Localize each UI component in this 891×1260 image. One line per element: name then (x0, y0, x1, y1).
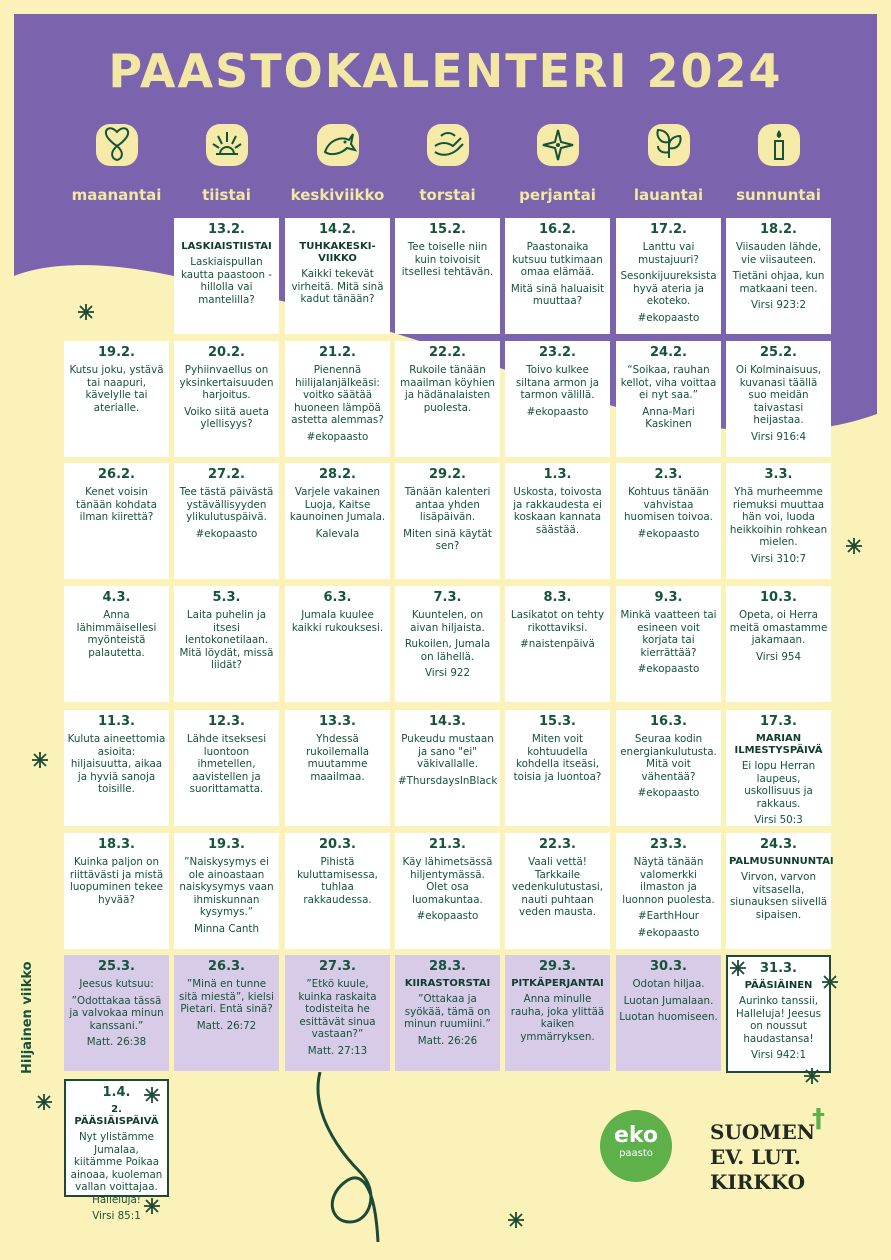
day-cell (505, 586, 610, 702)
day-cell (285, 710, 390, 826)
day-cell (395, 833, 500, 949)
day-text: Tee tästä päivästä ystävällisyyden ylikulutuspäivä. (179, 486, 274, 523)
day-text: Yhä murheemme riemuksi muuttaa hän voi, luoda heikkoihin rohkean mielen. (729, 486, 828, 548)
day-date: 1.4. (102, 1085, 131, 1100)
day-text: Virsi 942:1 (750, 1049, 807, 1061)
day-date: 6.3. (323, 590, 352, 605)
day-text: Seuraa kodin energiankulutusta. Mitä voit vähentää? (620, 733, 717, 783)
church-line-3: KIRKKO (710, 1170, 806, 1194)
day-cell (285, 833, 390, 949)
day-cell (64, 463, 169, 579)
day-text: #ekopaasto (416, 910, 479, 922)
day-holiday-title: TUHKAKESKI-VIIKKO (299, 241, 376, 264)
day-date: 28.3. (428, 959, 466, 974)
day-text: Jumala kuulee kaikki rukouksesi. (291, 609, 384, 634)
candle-icon (758, 124, 800, 166)
day-text: Aurinko tanssii, Halleluja! Jeesus on noussut haudastansa! (735, 995, 822, 1045)
day-cell (726, 218, 831, 334)
day-date: 19.3. (207, 837, 245, 852)
holy-week-label: Hiljainen viikko (20, 961, 35, 1074)
star-icon (508, 1212, 524, 1228)
day-holiday-title: 2. PÄÄSIÄISPÄIVÄ (74, 1104, 159, 1127)
day-cell (505, 218, 610, 334)
fish-icon (317, 124, 359, 166)
day-cell (64, 586, 169, 702)
day-text: ”Naiskysymys ei ole ainoastaan naiskysymys vaan ihmiskunnan kysymys.” (179, 856, 274, 918)
day-text: Luotan huomiseen. (619, 1011, 718, 1023)
day-text: Matt. 26:26 (417, 1034, 478, 1047)
day-text: #EarthHour (637, 910, 700, 922)
day-text: Virsi 85:1 (92, 1210, 141, 1222)
day-text: Nyt ylistämme Jumalaa, kiitämme Poikaa ainoaa, kuoleman vallan voittajaa. Halleluja! (70, 1131, 163, 1206)
day-text: Virsi 954 (755, 650, 802, 663)
day-text: Pienennä hiilijalanjälkeäsi: voitko säätää huoneen lämpöä astetta alemmas? (291, 364, 384, 426)
day-date: 22.3. (538, 837, 576, 852)
day-text: Opeta, oi Herra meitä omastamme jakamaan. (729, 609, 828, 646)
day-cell (726, 341, 831, 457)
day-text: Laskiaispullan kautta paastoon - hillolla vai mantelilla? (181, 256, 272, 306)
day-text: #ekopaasto (637, 663, 700, 675)
church-logo-text (710, 1120, 815, 1195)
day-text: Virsi 923:2 (750, 299, 807, 311)
day-holiday-title: PITKÄPERJANTAI (511, 978, 604, 989)
day-text: Matt. 27:13 (307, 1044, 368, 1057)
day-text: Ei lopu Herran laupeus, uskollisuus ja rakkaus. (741, 760, 816, 810)
day-cell (505, 833, 610, 949)
day-date: 20.2. (207, 345, 245, 360)
day-text: Tietäni ohjaa, kun matkaani teen. (732, 270, 825, 295)
day-cell (505, 341, 610, 457)
day-cell (285, 955, 390, 1071)
day-date: 9.3. (654, 590, 683, 605)
helping-hands-icon (427, 124, 469, 166)
day-text: #ekopaasto (637, 787, 700, 799)
calendar-poster (14, 14, 877, 1246)
day-cell (616, 463, 721, 579)
day-date: 13.2. (207, 222, 245, 237)
logo-eko-text: eko (613, 1123, 659, 1148)
day-cell (616, 586, 721, 702)
eko-paasto-logo (600, 1110, 672, 1182)
star-icon (78, 304, 94, 320)
day-text: Virsi 310:7 (750, 552, 807, 565)
day-text: Luotan Jumalaan. (623, 994, 714, 1007)
day-date: 28.2. (318, 467, 356, 482)
day-date: 3.3. (764, 467, 793, 482)
day-text: Minkä vaatteen tai esineen voit korjata tai kierrättää? (620, 609, 717, 659)
day-text: Kuinka paljon on riittävästi ja mistä luopuminen tekee hyvää? (69, 856, 164, 906)
cross-icon: † (812, 1104, 825, 1134)
day-date: 24.2. (649, 345, 687, 360)
day-cell (64, 955, 169, 1071)
day-text: Kuuntelen, on aivan hiljaista. (410, 609, 485, 634)
day-holiday-title: MARIAN ILMESTYSPÄIVÄ (734, 733, 823, 756)
day-text: #ekopaasto (637, 527, 700, 540)
day-date: 16.3. (649, 714, 687, 729)
day-cell (726, 586, 831, 702)
day-date: 19.2. (97, 345, 135, 360)
day-cell (285, 463, 390, 579)
day-text: #ekopaasto (526, 405, 589, 418)
star-icon (730, 960, 746, 976)
star-icon (846, 538, 862, 554)
day-text: Voiko siitä aueta ylellisyys? (184, 405, 269, 430)
day-text: Yhdessä rukoilemalla muutamme maailmaa. (305, 733, 370, 783)
day-text: ”Ottakaa ja syökää, tämä on minun ruumiini.” (404, 993, 491, 1030)
day-date: 18.2. (759, 222, 797, 237)
day-date: 14.2. (318, 222, 356, 237)
day-text: Kutsu joku, ystävä tai naapuri, kävelylle tai aterialle. (69, 364, 164, 414)
day-text: #ekopaasto (195, 527, 258, 540)
day-text: #naistenpäivä (520, 638, 595, 650)
day-text: Lasikatot on tehty rikottaviksi. (510, 609, 605, 634)
day-cell (174, 833, 279, 949)
infinity-heart-icon (96, 124, 138, 166)
day-date: 13.3. (318, 714, 356, 729)
sunrise-icon (206, 124, 248, 166)
day-date: 22.2. (428, 345, 466, 360)
day-date: 29.2. (428, 467, 466, 482)
day-date: 17.2. (649, 222, 687, 237)
day-date: 26.2. (97, 467, 135, 482)
star-icon (822, 974, 838, 990)
day-date: 23.3. (649, 837, 687, 852)
day-text: Käy lähimetsässä hiljentymässä. Olet osa luomakuntaa. (402, 856, 493, 906)
day-cell (505, 463, 610, 579)
day-cell (174, 955, 279, 1071)
day-cell (285, 341, 390, 457)
star-icon (36, 1094, 52, 1110)
day-cell (395, 710, 500, 826)
day-text: Tee toiselle niin kuin toivoisit itsellesi tehtävän. (401, 241, 494, 278)
day-text: Oi Kolminaisuus, kuvanasi täällä suo meidän taivastasi heijastaa. (735, 364, 822, 426)
day-cell (174, 218, 279, 334)
day-cell (64, 833, 169, 949)
day-date: 7.3. (433, 590, 462, 605)
day-cell (395, 586, 500, 702)
day-cell (616, 833, 721, 949)
day-cell (505, 710, 610, 826)
day-cell (64, 710, 169, 826)
day-text: Pukeudu mustaan ja sano "ei" väkivallalle. (401, 733, 494, 770)
day-cell (285, 586, 390, 702)
day-text: Miten sinä käytät sen? (403, 527, 492, 552)
day-date: 26.3. (207, 959, 245, 974)
church-line-2: EV. LUT. (710, 1145, 801, 1169)
day-text: Varjele vakainen Luoja, Kaitse kaunoinen Jumala. (289, 486, 386, 523)
day-text: Kalevala (315, 527, 360, 540)
day-text: Anna lähimmäisellesi myönteistä palautetta. (76, 609, 157, 659)
decorative-swirl (300, 1072, 390, 1242)
day-date: 15.3. (538, 714, 576, 729)
day-text: Paastonaika kutsuu tutkimaan omaa elämää. (512, 241, 603, 278)
day-cell (64, 341, 169, 457)
day-text: ”Minä en tunne sitä miestä”, kielsi Pietari. Entä sinä? (179, 978, 274, 1015)
day-cell (726, 833, 834, 949)
day-date: 25.3. (97, 959, 135, 974)
day-date: 15.2. (428, 222, 466, 237)
logo-paasto-text: paasto (619, 1148, 653, 1159)
day-cell (726, 463, 831, 579)
day-date: 10.3. (759, 590, 797, 605)
day-date: 12.3. (207, 714, 245, 729)
day-cell (616, 341, 721, 457)
day-date: 1.3. (543, 467, 572, 482)
day-text: Rukoilen, Jumala on lähellä. (404, 638, 491, 663)
day-date: 29.3. (538, 959, 576, 974)
day-cell (616, 218, 721, 334)
day-cell (174, 341, 279, 457)
day-text: Vaali vettä! Tarkkaile vedenkulutustasi, nauti puhtaan veden mausta. (511, 856, 604, 918)
day-text: Mitä sinä haluaisit muuttaa? (510, 282, 605, 307)
day-text: Kenet voisin tänään kohdata ilman kiirettä? (76, 486, 157, 523)
day-text: Viisauden lähde, vie viisauteen. (735, 241, 822, 266)
day-text: Uskosta, toivosta ja rakkaudesta ei koskaan kannata säästää. (513, 486, 602, 536)
day-cell (395, 955, 500, 1071)
day-cell (174, 710, 279, 826)
day-text: Lanttu vai mustajuuri? (638, 241, 699, 266)
compass-star-icon (537, 124, 579, 166)
weekday-label-tiistai: tiistai (202, 186, 251, 204)
day-text: Kaikki tekevät virheitä. Mitä sinä kadut tänään? (291, 268, 384, 305)
day-cell (616, 710, 721, 826)
day-cell (726, 710, 831, 826)
day-text: ”Etkö kuule, kuinka raskaita todisteita he esittävät sinua vastaan?” (298, 978, 377, 1040)
page-title: PAASTOKALENTERI 2024 (108, 44, 783, 98)
day-text: “Soikaa, rauhan kellot, viha voittaa ei nyt saa.” (620, 364, 717, 401)
star-icon (144, 1198, 160, 1214)
day-text: Matt. 26:72 (196, 1019, 257, 1032)
day-date: 11.3. (97, 714, 135, 729)
day-date: 25.2. (759, 345, 797, 360)
weekday-label-sunnuntai: sunnuntai (736, 186, 821, 204)
day-text: ”Odottakaa tässä ja valvokaa minun kanssani.” (69, 994, 164, 1032)
day-cell (174, 586, 279, 702)
day-text: Tänään kalenteri antaa yhden lisäpäivän. (404, 486, 491, 523)
weekday-label-perjantai: perjantai (519, 186, 596, 204)
day-text: Minna Canth (194, 922, 259, 935)
day-text: #ekopaasto (637, 311, 700, 324)
day-text: Virsi 50:3 (754, 814, 803, 826)
day-date: 23.2. (538, 345, 576, 360)
day-text: Lähde itseksesi luontoon ihmetellen, aavistellen ja suorittamatta. (186, 733, 267, 795)
day-text: Anna-Mari Kaskinen (642, 405, 695, 430)
day-text: Miten voit kohtuudella kohdella itseäsi, toisia ja luontoa? (513, 733, 602, 783)
day-date: 21.3. (428, 837, 466, 852)
day-text: Laita puhelin ja itsesi lentokonetilaan. Mitä löydät, missä liidät? (179, 609, 274, 671)
day-holiday-title: PÄÄSIÄINEN (744, 980, 813, 991)
day-text: Toivo kulkee siltana armon ja tarmon välillä. (515, 364, 600, 401)
day-text: Sesonkijuureksista hyvä ateria ja ekoteko. (620, 270, 717, 307)
day-text: Pihistä kuluttamisessa, tuhlaa rakkaudessa. (297, 856, 378, 906)
day-text: Rukoile tänään maailman köyhien ja hädänalaisten puolesta. (400, 364, 495, 414)
day-text: Kohtuus tänään vahvistaa huomisen toivoa. (624, 486, 713, 523)
day-cell (285, 218, 390, 334)
day-cell (174, 463, 279, 579)
day-date: 8.3. (543, 590, 572, 605)
weekday-label-torstai: torstai (419, 186, 476, 204)
day-date: 2.3. (654, 467, 683, 482)
day-date: 30.3. (649, 959, 687, 974)
day-cell (395, 341, 500, 457)
star-icon (144, 1087, 160, 1103)
day-cell (505, 955, 610, 1071)
day-cell (395, 218, 500, 334)
day-date: 27.3. (318, 959, 356, 974)
day-text: #ThursdaysInBlack (398, 774, 498, 787)
day-cell (616, 955, 721, 1071)
weekday-label-maanantai: maanantai (71, 186, 162, 204)
day-text: Virsi 922 (424, 667, 471, 679)
day-holiday-title: KIIRASTORSTAI (404, 978, 491, 989)
day-text: Pyhiinvaellus on yksinkertaisuuden harjoitus. (179, 364, 274, 401)
day-date: 16.2. (538, 222, 576, 237)
day-text: Virsi 916:4 (750, 430, 807, 443)
leaves-icon (648, 124, 690, 166)
day-holiday-title: LASKIAISTIISTAI (181, 241, 272, 252)
day-date: 20.3. (318, 837, 356, 852)
day-date: 14.3. (428, 714, 466, 729)
day-date: 5.3. (212, 590, 241, 605)
day-date: 31.3. (759, 961, 797, 976)
day-text: #ekopaasto (637, 926, 700, 939)
star-icon (32, 752, 48, 768)
day-text: Jeesus kutsuu: (79, 978, 154, 990)
weekday-label-keskiviikko: keskiviikko (290, 186, 385, 204)
church-line-1: SUOMEN (710, 1120, 815, 1144)
day-holiday-title: PALMUSUNNUNTAI (729, 856, 834, 867)
day-cell (395, 463, 500, 579)
day-text: Odotan hiljaa. (632, 978, 705, 990)
day-text: #ekopaasto (306, 430, 369, 443)
day-text: Virvon, varvon vitsasella, siunauksen siivellä sipaisen. (729, 871, 828, 921)
day-date: 17.3. (759, 714, 797, 729)
day-text: Anna minulle rauha, joka ylittää kaiken ymmärryksen. (510, 993, 605, 1043)
day-date: 18.3. (97, 837, 135, 852)
day-date: 21.2. (318, 345, 356, 360)
day-text: Matt. 26:38 (86, 1036, 147, 1048)
day-date: 24.3. (759, 837, 797, 852)
day-date: 27.2. (207, 467, 245, 482)
weekday-label-lauantai: lauantai (633, 186, 704, 204)
day-date: 4.3. (102, 590, 131, 605)
day-text: Kuluta aineettomia asioita: hiljaisuutta, aikaa ja hyviä sanoja toisille. (67, 733, 166, 795)
star-icon (804, 1068, 820, 1084)
day-text: Näytä tänään valomerkki ilmaston ja luonnon puolesta. (622, 856, 715, 906)
